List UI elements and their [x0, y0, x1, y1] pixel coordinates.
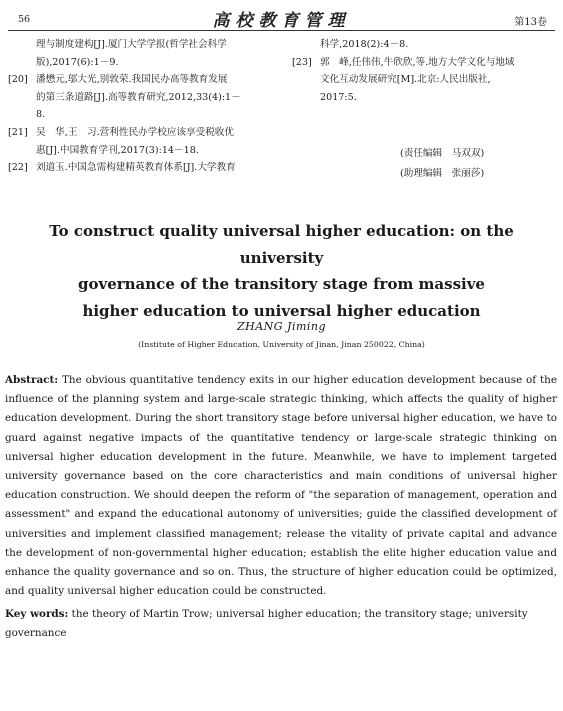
title-line: higher education to universal higher education: [82, 301, 481, 320]
journal-title: 高校教育管理: [212, 11, 351, 31]
reference-number: [22]: [8, 162, 28, 174]
reference-line: 的第三条道路[J].高等教育研究,2012,33(4):1－: [36, 91, 241, 103]
reference-line: 郭 峰,任伟伟,牛欣欣,等.地方大学文化与地域: [320, 56, 515, 68]
article-title: [10, 218, 553, 324]
reference-item: [8, 159, 276, 177]
page-number: 56: [18, 14, 31, 25]
reference-line: 科学,2018(2):4－8.: [320, 39, 409, 50]
reference-line: 吴 华,王 习.营利性民办学校应该享受税收优: [36, 126, 234, 138]
reference-item: [8, 124, 276, 159]
author-affiliation: (Institute of Higher Education, University of Jinan, Jinan 250022, China): [138, 340, 425, 349]
references-right-column: [292, 36, 554, 106]
title-line: governance of the transitory stage from massive: [78, 275, 485, 293]
keywords: [5, 605, 557, 643]
reference-number: [23]: [292, 56, 312, 68]
volume-label: 第13卷: [514, 17, 547, 28]
reference-line: 8.: [36, 109, 46, 121]
responsible-editor: (责任编辑 马双双): [400, 148, 485, 159]
keywords-text: the theory of Martin Trow; universal higher education; the transitory stage; university governance: [5, 608, 528, 640]
author-name: ZHANG Jiming: [236, 320, 327, 333]
reference-line: 理与制度建构[J].厦门大学学报(哲学社会科学: [36, 39, 227, 50]
abstract-text: The obvious quantitative tendency exits in our higher education development because of the influence of the planning system and large-scale strategic thinking, which affects the quality of higher education development. During the short transitory stage before universal higher education, we have to guard against negative impacts of the quantitative tendency or large-scale strategic thinking on universal higher education development in the future. Meanwhile, we have to implement targeted university governance based on the core characteristics and main conditions of universal higher education construction. We should deepen the reform of "the separation of management, operation and assessment" and expand the educational autonomy of universities; guide the classified development of universities and implement classified management; release the vitality of private capital and advance the development of non-governmental higher education; establish the elite higher education value and enhance the quality governance and so on. Thus, the structure of higher education could be optimized, and quality universal higher education could be constructed.: [5, 374, 557, 598]
reference-item: [8, 71, 276, 124]
abstract: [5, 371, 557, 601]
header-rule: [8, 30, 555, 31]
reference-line: 2017:5.: [320, 91, 357, 103]
reference-line: 文化互动发展研究[M].北京:人民出版社,: [320, 74, 491, 86]
keywords-label: Key words:: [5, 608, 69, 620]
reference-line: 版),2017(6):1－9.: [36, 56, 119, 68]
reference-item: [292, 36, 554, 54]
reference-item: [8, 36, 276, 71]
reference-line: 潘懋元,邬大光,别敦荣.我国民办高等教育发展: [36, 74, 228, 86]
assistant-editor: (助理编辑 张丽莎): [400, 168, 485, 179]
references-left-column: [8, 36, 276, 177]
reference-line: 刘道玉.中国急需构建精英教育体系[J].大学教育: [36, 162, 236, 174]
reference-number: [292, 36, 320, 54]
reference-number: [21]: [8, 126, 28, 138]
reference-item: [292, 54, 554, 107]
abstract-label: Abstract:: [5, 374, 59, 386]
reference-number: [20]: [8, 74, 28, 86]
reference-number: [8, 36, 36, 71]
editor-credits: [400, 144, 484, 184]
title-line: To construct quality universal higher education: on the university: [49, 222, 514, 267]
reference-line: 惠[J].中国教育学刊,2017(3):14－18.: [36, 144, 199, 156]
